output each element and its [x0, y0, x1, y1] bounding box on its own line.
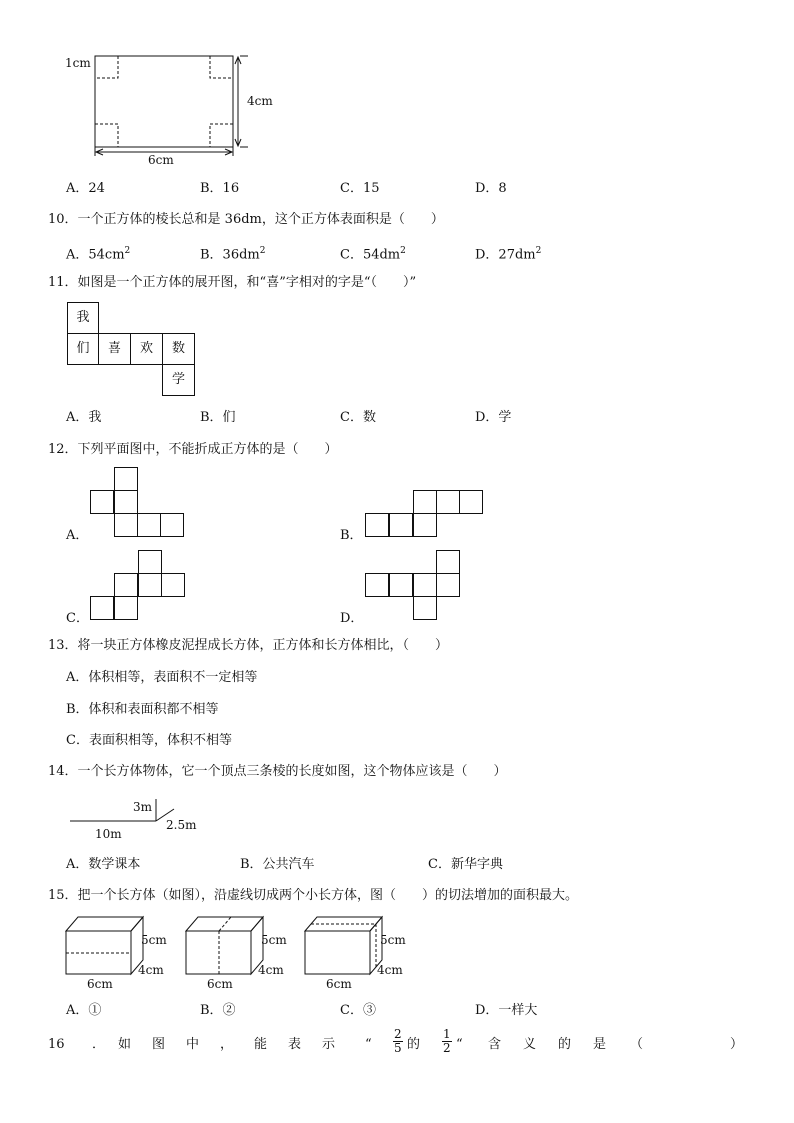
q14-option-a[interactable]: A．数学课本	[66, 857, 141, 872]
q15-box-2[interactable]	[183, 913, 308, 993]
net-cell-shu: 数	[162, 333, 195, 365]
net-cell-wo: 我	[67, 302, 99, 334]
q9-label-1cm: 1cm	[65, 56, 91, 70]
q15-box-1[interactable]	[63, 913, 188, 993]
q12-net-d[interactable]	[365, 550, 465, 625]
q15-box-2-width: 4cm	[258, 963, 284, 977]
q15-box-3-height: 5cm	[380, 933, 406, 947]
q15-option-c[interactable]: C．③	[340, 1003, 376, 1018]
q16-tail-4: 是	[593, 1037, 607, 1052]
q16-tail-2: 义	[523, 1037, 537, 1052]
q11-stem: 11．如图是一个正方体的展开图，和“喜”字相对的字是“（ ）”	[48, 275, 417, 290]
q10-option-b-text: B．36dm	[200, 247, 260, 263]
q10-option-a-exp: 2	[124, 246, 131, 256]
q9-label-4cm: 4cm	[247, 94, 273, 108]
q15-box-3-width: 4cm	[377, 963, 403, 977]
q16-open-paren: （	[630, 1037, 644, 1052]
q10-option-b-exp: 2	[259, 246, 266, 256]
q12-net-b[interactable]	[365, 490, 490, 540]
q11-option-a[interactable]: A．我	[66, 410, 102, 425]
q13-option-a[interactable]: A．体积相等，表面积不一定相等	[66, 670, 258, 685]
q12-label-a[interactable]: A．	[66, 528, 89, 543]
q15-box-1-length: 6cm	[87, 977, 113, 991]
q12-net-a[interactable]	[90, 467, 190, 542]
q15-box-2-height: 5cm	[261, 933, 287, 947]
q12-label-d[interactable]: D．	[340, 611, 364, 626]
q14-option-c[interactable]: C．新华字典	[428, 857, 503, 872]
q11-option-d[interactable]: D．学	[475, 410, 512, 425]
q9-option-d[interactable]: D．8	[475, 181, 507, 196]
q14-label-2-5m: 2.5m	[166, 818, 197, 832]
q10-option-a[interactable]	[66, 243, 130, 263]
q16-char-2: 图	[152, 1037, 166, 1052]
q13-stem: 13．将一块正方体橡皮泥捏成长方体，正方体和长方体相比，（ ）	[48, 638, 449, 653]
q16-frac1-den: 5	[394, 1041, 402, 1055]
q10-option-a-text: A．54cm	[66, 247, 125, 263]
q16-char-1: 如	[118, 1037, 132, 1052]
q15-option-d[interactable]: D．一样大	[475, 1003, 538, 1018]
q9-figure	[60, 50, 290, 170]
q15-box-2-length: 6cm	[207, 977, 233, 991]
q12-label-b[interactable]: B．	[340, 528, 363, 543]
q10-stem: 10．一个正方体的棱长总和是 36dm，这个正方体表面积是（ ）	[48, 212, 444, 227]
net-cell-xi: 喜	[98, 333, 131, 365]
q16-frac1-num: 2	[394, 1027, 402, 1041]
net-cell-huan: 欢	[130, 333, 163, 365]
q15-box-2-diagram	[183, 913, 268, 978]
q12-label-c[interactable]: C．	[66, 611, 89, 626]
q16-char-3: 中	[186, 1037, 200, 1052]
q16-de: 的	[407, 1037, 421, 1052]
q16-frac2-num: 1	[443, 1027, 451, 1041]
q10-option-d[interactable]	[475, 243, 541, 263]
q10-option-d-text: D．27dm	[475, 247, 536, 263]
q16-close-quote: “	[456, 1037, 463, 1052]
q9-option-a[interactable]: A．24	[66, 181, 105, 196]
q11-option-c[interactable]: C．数	[340, 410, 376, 425]
q15-stem: 15．把一个长方体（如图），沿虚线切成两个小长方体，图（ ）的切法增加的面积最大。	[48, 888, 579, 903]
q10-option-c-exp: 2	[400, 246, 406, 256]
q16-dot: ．	[92, 1037, 106, 1052]
q16-close-paren: ）	[730, 1037, 744, 1052]
q15-box-1-diagram	[63, 913, 148, 978]
q15-box-1-width: 4cm	[138, 963, 164, 977]
q14-label-3m: 3m	[133, 800, 153, 814]
q9-option-b[interactable]: B．16	[200, 181, 240, 196]
q16-open-quote: “	[365, 1037, 372, 1052]
q12-net-c[interactable]	[90, 550, 190, 625]
q10-option-c-text: C．54dm	[340, 247, 401, 263]
q15-box-3-diagram	[302, 913, 387, 978]
q16-char-5: 能	[254, 1037, 268, 1052]
q16-fraction-1-2	[442, 1028, 452, 1055]
q10-option-c[interactable]	[340, 243, 406, 263]
q14-edges-figure	[66, 795, 216, 845]
q16-fraction-2-5	[393, 1028, 403, 1055]
q12-stem: 12．下列平面图中，不能折成正方体的是（ ）	[48, 442, 338, 457]
q13-option-c[interactable]: C．表面积相等，体积不相等	[66, 733, 232, 748]
q15-box-3-length: 6cm	[326, 977, 352, 991]
q9-label-6cm: 6cm	[148, 153, 174, 167]
q15-option-b[interactable]: B．②	[200, 1003, 236, 1018]
q15-box-1-height: 5cm	[141, 933, 167, 947]
q10-option-d-exp: 2	[535, 246, 542, 256]
q15-option-a[interactable]: A．①	[66, 1003, 102, 1018]
q16-tail-3: 的	[558, 1037, 572, 1052]
q13-option-b[interactable]: B．体积和表面积都不相等	[66, 702, 219, 717]
q14-option-b[interactable]: B．公共汽车	[240, 857, 315, 872]
q14-label-10m: 10m	[95, 827, 122, 841]
net-cell-men: 们	[67, 333, 99, 365]
q16-char-4: ，	[220, 1037, 234, 1052]
q16-tail-1: 含	[488, 1037, 502, 1052]
q16-char-7: 示	[322, 1037, 336, 1052]
q11-option-b[interactable]: B．们	[200, 410, 236, 425]
q16-char-6: 表	[288, 1037, 302, 1052]
q9-option-c[interactable]: C．15	[340, 181, 380, 196]
q16-frac2-den: 2	[443, 1041, 451, 1055]
net-cell-xue: 学	[162, 364, 195, 396]
q10-option-b[interactable]	[200, 243, 265, 263]
q15-box-3[interactable]	[302, 913, 427, 993]
q16-number: 16	[48, 1037, 65, 1052]
q14-stem: 14．一个长方体物体，它一个顶点三条棱的长度如图，这个物体应该是（ ）	[48, 764, 507, 779]
q9-rectangle-diagram	[60, 50, 290, 170]
q11-cube-net	[67, 302, 197, 398]
